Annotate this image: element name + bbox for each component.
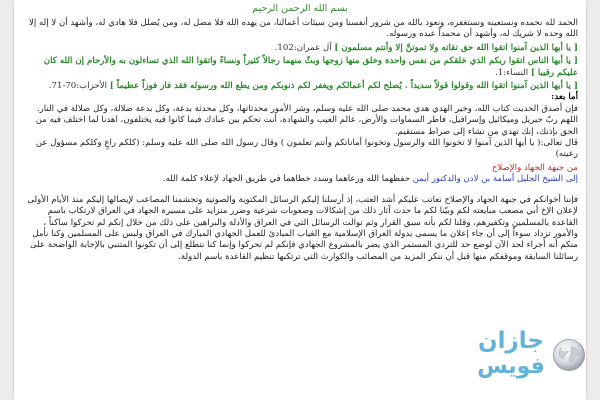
watermark-text	[472, 328, 550, 380]
verse-1-ref: آل عمران:102.	[274, 42, 332, 53]
watermark-line-1: جازان	[478, 328, 544, 354]
verse-3-ref: الأحزاب:70-71.	[48, 81, 107, 92]
verse-3: [ يا أيها الذين آمنوا اتقوا الله وقولوا قولاً سديداً . يُصلح لكم أعمالكم ويغفر لكم ذنوبكم ومن يطع الله ورسوله فقد فاز فوزاً عظيماً ]	[109, 81, 578, 92]
verse-block-1	[22, 43, 578, 54]
paragraph-3: قال تعالى:( يا أيها الذين آمنوا لا تخونوا الله والرسول وتخونوا أماناتكم وأنتم تعلمون ) وقال رسول الله صلى الله عليه وسلم: (كلكم راعٍ وكلكم مسؤول عن رعيته)	[35, 138, 578, 160]
verse-block-2	[22, 56, 578, 79]
verse-block-3	[22, 81, 578, 92]
paragraph-4: فإننا أخوانكم في جبهة الجهاد والإصلاح نعاتب عليكم أشد العتب، إذ أرسلنا إليكم الرسائل المكتوبة والصوتية وتجشمنا المصاعب لإيصالها إليكم منذ الأيام الأولى لإعلان الإخ أبي مصعب مبايعته لكم وبيّنا لكم ما حدث آثار ذلك من إشكالات وصعوبات شرعية وضرر متزايد على مسيرة الجهاد في العراق لارتكاب باسم القاعدة بالمسلمين وتكفيرهم، وقلنا لكم بأنه سبق القرار وثم توالت الرسائل التي في العراق والأدلة والبراهين على ذلك من خلال إنكم لم تحركوا ساكناً ، والأمور تزداد سوءاً إلى أن جاء إعلان ما يسمى بدولة العراق الإسلامية مع الغياب المبادئ للعمل الجهادي المبارك في العراق ولبس على المسلمين وكنا نأمل منكم أنه أجراء لحد الآن لوضع حد للتردي المستمر الذي يضر بالمشروع الجهادي فإنكم لم تحركوا وإنما كنا نتطلع إلى أن تكونوا المتنبي بالإجابة الواضحة على رسائلنا السابقة وموقفكم منها قبل أن ننكر المزيد من المصائب والكوارث التي ترتكبها تنظيم القاعدة باسم الدولة.	[27, 194, 578, 262]
intro-paragraph: الحمد لله نحمده ونستعينه ونستغفره، ونعوذ بالله من شرور أنفسنا ومن سيئات أعمالنا، من يهده الله فلا مضل له، ومن يُضلل فلا هادي له، وأشهد أن لا إله إلا الله وحده لا شريك له، وأشهد أن محمداً عبده ورسوله.	[28, 18, 578, 40]
recipient-name: إلى الشيخ الجليل أسامة بن لادن والدكتور أيمن	[412, 174, 578, 185]
recipient-greeting: حفظهما الله ورعاهما وسدد خطاهما في طريق الجهاد لإعلاء كلمة الله.	[162, 174, 411, 185]
basmala: بسم الله الرحمن الرحيم	[252, 3, 348, 14]
document-body	[22, 2, 578, 263]
paragraph-2: اللهم ربّ جبريل وميكائيل وإسرافيل، فاطر السماوات والأرض، عالم الغيب والشهادة، أنت تحكم بين عبادك فيما كانوا فيه يختلفون، اهدنا لما اختلف فيه من الحق بإذنك، إنك تهدي من تشاء إلى صراط مستقيم.	[35, 115, 578, 137]
verse-2-ref: النساء:1.	[495, 67, 529, 78]
amma-baad-heading: أما بعد:	[551, 92, 578, 103]
sender-title: من جبهة الجهاد والإصلاح	[491, 162, 578, 173]
jazan-voice-watermark	[472, 322, 594, 392]
globe-icon	[552, 338, 586, 372]
verse-2: [ يا أيها الناس اتقوا ربكم الذي خلقكم من نفس واحدة وخلق منها زوجها وبثّ منهما رجالاً كثيراً ونساءً واتقوا الله الذي تساءلون به والأرحام إن الله كان عليكم رقيبا ]	[43, 56, 578, 78]
paragraph-1: فإن أصدق الحديث كتاب الله، وخير الهدي هدي محمد صلى الله عليه وسلم، وشر الأمور محدثاتها، وكل محدثة بدعة، وكل بدعة ضلالة، وكل ضلالة في النار.	[36, 103, 578, 114]
recipient-line	[22, 174, 578, 185]
watermark-line-2: فويس	[477, 354, 545, 379]
verse-1: [ يا أيها الذين آمنوا اتقوا الله حق تقاته ولا تموتنَّ إلا وأنتم مسلمون ]	[334, 42, 578, 53]
section-gap	[22, 186, 578, 195]
